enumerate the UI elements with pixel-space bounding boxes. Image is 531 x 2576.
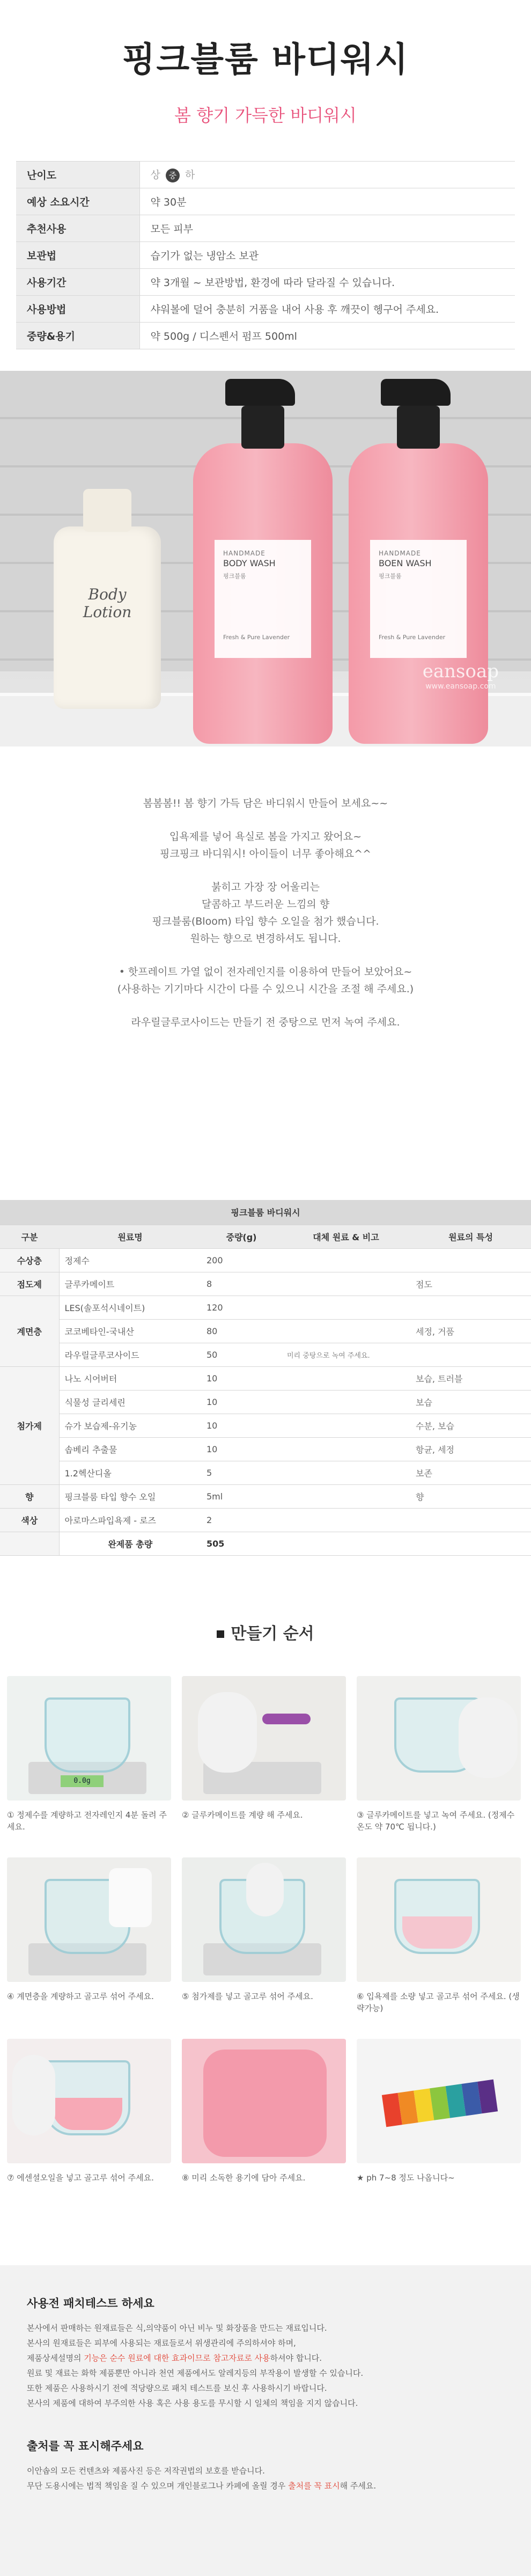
powder-bowl-icon [262,1714,311,1724]
table-row [0,1508,531,1532]
ingredient-amount: 8 [201,1272,282,1296]
bottle-label-line: Fresh & Pure Lavender [223,634,290,641]
spec-row-difficulty [16,162,515,188]
step-photo [7,2039,171,2163]
ingredient-name: 라우릴글루코사이드 [59,1343,201,1366]
bottle-label [215,540,311,658]
recipe-category [0,1532,59,1555]
ingredient-sub [282,1248,410,1272]
spec-row [16,323,515,349]
steps-title [0,1620,531,1644]
ingredient-sub [282,1390,410,1414]
difficulty-low: 하 [185,169,195,181]
recipe-category: 첨가제 [0,1366,59,1484]
ingredient-name: 코코베타인-국내산 [59,1319,201,1343]
ingredient-note [410,1343,531,1366]
step-caption: ① 정제수를 계량하고 전자레인지 4분 돌려 주세요. [7,1810,167,1832]
spec-value: 모든 피부 [139,215,515,242]
bottle-label-line: BODY WASH [223,558,276,568]
table-row [0,1414,531,1437]
recipe-title-row [0,1200,531,1225]
intro-paragraph [0,828,531,862]
spec-value: 약 3개월 ~ 보관방법, 환경에 따라 달라질 수 있습니다. [139,269,515,296]
recipe-category: 향 [0,1484,59,1508]
ingredient-name: 아로마스파입욕제 - 로즈 [59,1508,201,1532]
ingredient-note: 향 [410,1484,531,1508]
table-row [0,1461,531,1484]
table-row [0,1343,531,1366]
ingredient-amount: 2 [201,1508,282,1532]
spec-row [16,269,515,296]
intro-text [0,747,531,1200]
spec-row [16,188,515,215]
intro-paragraph [0,795,531,812]
table-row [0,1319,531,1343]
step-card [182,2039,346,2206]
notice-section [0,2265,531,2576]
col-header: 원료명 [59,1225,201,1248]
square-bullet-icon [217,1630,224,1638]
product-photo [0,371,531,747]
notice-line: 해 주세요. [340,2480,377,2491]
ingredient-name: 글루카메이트 [59,1272,201,1296]
step-caption: ⑧ 미리 소독한 용기에 담아 주세요. [182,2172,306,2183]
notice-line: 원료 및 재료는 화학 제품뿐만 아니라 천연 제품에서도 알레지등의 부작용이 발생할 수 있습니다. [27,2368,364,2378]
bottle-label [370,540,467,658]
step-caption: ⑤ 첨가제를 넣고 골고루 섞어 주세요. [182,1991,313,2001]
step-caption: ④ 계면층을 계량하고 골고루 섞어 주세요. [7,1991,154,2001]
bottle-label-line: 핑크블룸 [379,573,402,580]
spec-key: 난이도 [16,162,139,188]
table-row [0,1248,531,1272]
recipe-total-row [0,1532,531,1555]
ingredient-sub [282,1296,410,1319]
spec-key: 보관법 [16,242,139,269]
spec-key: 사용방법 [16,296,139,323]
ingredient-amount: 10 [201,1414,282,1437]
intro-line: 붉히고 가장 장 어울리는 [211,881,320,893]
col-header: 구분 [0,1225,59,1248]
spec-row [16,296,515,323]
intro-line: 라우릴글루코사이드는 만들기 전 중탕으로 먼저 녹여 주세요. [131,1016,400,1028]
recipe-header-row [0,1225,531,1248]
spec-value: 약 500g / 디스펜서 펌프 500ml [139,323,515,349]
table-row [0,1484,531,1508]
ingredient-name: 나노 시어버터 [59,1366,201,1390]
steps-title-text: 만들기 순서 [231,1624,314,1643]
pink-liquid-bottle [203,2050,327,2157]
ph-test-photo [357,2039,521,2163]
notice-line: 본사의 제품에 대하여 부주의한 사용 혹은 사용 용도를 무시할 시 일체의 책임을 지지 않습니다. [27,2398,358,2408]
col-header: 대체 원료 & 비고 [282,1225,410,1248]
difficulty-rating [139,162,515,188]
spec-value: 약 30분 [139,188,515,215]
ingredient-note: 항균, 세정 [410,1437,531,1461]
ingredient-sub [282,1414,410,1437]
step-card [357,1857,521,2025]
notice-body [27,2463,504,2493]
ingredient-note [410,1248,531,1272]
step-caption: ⑥ 입욕제를 소량 넣고 골고루 섞어 주세요. (생략가능) [357,1991,520,2013]
notice-line: 하셔야 합니다. [270,2353,322,2363]
spec-value: 샤워볼에 덜어 충분히 거품을 내어 사용 후 깨끗이 헹구어 주세요. [139,296,515,323]
recipe-title: 핑크블룸 바디워시 [0,1200,531,1225]
notice-line: 본사의 원재료들은 피부에 사용되는 재료들로서 위생관리에 주의하셔야 하며, [27,2338,296,2348]
bottle-neck [397,406,440,449]
watermark [423,661,499,691]
bottle-label-line: BOEN WASH [379,558,432,568]
ingredient-name: 슈가 보습제-유기농 [59,1414,201,1437]
spec-key: 사용기간 [16,269,139,296]
bottle-label-line: Fresh & Pure Lavender [379,634,446,641]
pink-mixture [402,1916,472,1949]
spec-value: 습기가 없는 냉암소 보관 [139,242,515,269]
ingredient-sub [282,1366,410,1390]
glove-hand-icon [12,2055,55,2135]
ingredient-name: 정제수 [59,1248,201,1272]
difficulty-selected: 중 [166,169,180,182]
glove-hand-icon [109,1868,152,1927]
total-amount: 505 [201,1532,282,1555]
total-label: 완제품 총량 [59,1532,201,1555]
ingredient-amount: 10 [201,1437,282,1461]
bottle-neck [241,406,284,449]
bottle-label-line: HANDMADE [379,550,421,557]
step-photo [7,1857,171,1982]
ingredient-name: LES(솔포석시네이트) [59,1296,201,1319]
ingredient-amount: 120 [201,1296,282,1319]
ingredient-sub [282,1272,410,1296]
ingredient-sub [282,1461,410,1484]
ingredient-sub [282,1508,410,1532]
recipe-category: 색상 [0,1508,59,1532]
step-caption: ★ ph 7~8 정도 나옵니다~ [357,2172,455,2183]
ingredient-note: 보습 [410,1390,531,1414]
ingredient-sub [282,1484,410,1508]
intro-line: (사용하는 기기마다 시간이 다를 수 있으니 시간을 조절 해 주세요.) [117,983,414,995]
ingredient-note: 점도 [410,1272,531,1296]
notice-title: 사용전 패치테스트 하세요 [27,2296,154,2310]
pump-icon [225,379,295,406]
table-row [0,1437,531,1461]
ingredient-note: 수분, 보습 [410,1414,531,1437]
page-title: 핑크블룸 바디워시 [122,40,409,80]
intro-line: 원하는 향으로 변경하셔도 됩니다. [190,933,341,945]
watermark-url: www.eansoap.com [425,682,496,691]
table-row [0,1390,531,1414]
intro-line: • 핫프레이트 가열 없이 전자레인지를 이용하여 만들어 보았어요~ [119,966,412,978]
notice-highlight: 기능은 순수 원료에 대한 효과이므로 참고자료로 사용 [84,2353,270,2363]
spec-table [16,161,515,349]
ingredient-amount: 10 [201,1390,282,1414]
watermark-logo: eansoap [422,661,499,682]
notice-line: 이안솝의 모든 컨텐츠와 제품사진 등은 저작권법의 보호를 받습니다. [27,2465,265,2476]
page-subtitle: 봄 향기 가득한 바디워시 [174,105,357,126]
body-lotion-bottle [54,526,161,709]
step-photo [182,1676,346,1801]
ingredient-name: 식물성 글리세린 [59,1390,201,1414]
step-card [357,2039,521,2206]
spec-key: 중량&용기 [16,323,139,349]
spec-row [16,242,515,269]
step-photo [182,1857,346,1982]
notice-highlight: 출처를 꼭 표시 [288,2480,340,2491]
ingredient-amount: 5ml [201,1484,282,1508]
step-card [7,2039,171,2206]
ingredient-name: 솝베리 추출물 [59,1437,201,1461]
step-caption: ③ 글루카메이트를 넣고 녹여 주세요. (정제수 온도 약 70℃ 됩니다.) [357,1810,515,1832]
recipe-category: 수상층 [0,1248,59,1272]
notice-body [27,2321,504,2411]
intro-line: 입욕제를 넣어 욕실로 봄을 가지고 왔어요~ [169,831,362,843]
ingredient-amount: 10 [201,1366,282,1390]
step-photo [357,1857,521,1982]
bottle-label-line: 핑크블룸 [223,573,246,580]
lotion-label: Body Lotion [83,586,132,621]
recipe-category: 점도제 [0,1272,59,1296]
ingredient-sub [282,1437,410,1461]
intro-line: 핑크블룸(Bloom) 타입 향수 오일을 첨가 했습니다. [152,916,379,927]
intro-paragraph [0,879,531,947]
intro-line: 달콤하고 부드러운 느낌의 향 [201,898,330,910]
table-row [0,1366,531,1390]
ingredient-amount: 5 [201,1461,282,1484]
dropper-hand-icon [246,1863,284,1916]
step-card [182,1676,346,1843]
ingredient-amount: 200 [201,1248,282,1272]
ingredient-sub [282,1319,410,1343]
bodywash-bottle [193,443,333,744]
step-caption: ② 글루카메이트를 계량 해 주세요. [182,1810,303,1820]
intro-paragraph [0,1014,531,1031]
spec-row [16,215,515,242]
difficulty-high: 상 [150,169,160,181]
ingredient-note [410,1296,531,1319]
hero-header [0,0,531,161]
spec-key: 예상 소요시간 [16,188,139,215]
step-card [357,1676,521,1843]
ingredient-amount: 50 [201,1343,282,1366]
intro-paragraph [0,963,531,998]
ingredient-sub: 미리 중탕으로 녹여 주세요. [282,1343,410,1366]
ph-strip-icon [382,2079,498,2127]
ingredient-note [410,1508,531,1532]
col-header: 원료의 특성 [410,1225,531,1248]
table-row [0,1296,531,1319]
step-caption: ⑦ 에센셜오일을 넣고 골고루 섞어 주세요. [7,2172,154,2183]
ingredient-note: 세정, 거품 [410,1319,531,1343]
step-photo [182,2039,346,2163]
col-header: 중량(g) [201,1225,282,1248]
ingredient-sub [282,1532,410,1555]
ingredient-name: 핑크블룸 타입 향수 오일 [59,1484,201,1508]
lotion-cap [83,489,131,532]
bottle-label-line: HANDMADE [223,550,266,557]
glove-hand-icon [198,1692,257,1773]
ingredient-note [410,1532,531,1555]
step-card [7,1857,171,2025]
spec-key: 추천사용 [16,215,139,242]
pink-mixture [53,2098,122,2130]
notice-title: 출처를 꼭 표시해주세요 [27,2439,144,2453]
recipe-table [0,1200,531,1556]
intro-line: 봄봄봄!! 봄 향기 가득 담은 바디워시 만들어 보세요~~ [143,797,388,809]
notice-line: 제품상세설명의 [27,2353,84,2363]
glove-hand-icon [459,1697,518,1778]
notice-block [27,2438,504,2493]
table-row [0,1272,531,1296]
notice-line: 무단 도용시에는 법적 책임을 질 수 있으며 개인블로그나 카페에 올릴 경우 [27,2480,289,2491]
notice-line: 또한 제품은 사용하시기 전에 적당량으로 패치 테스트를 보신 후 사용하시기 바랍니다. [27,2383,327,2393]
ingredient-note: 보습, 트러블 [410,1366,531,1390]
notice-line: 본사에서 판매하는 원재료들은 식,의약품이 아닌 비누 및 화장품을 만드는 재료입니다. [27,2323,327,2333]
bodywash-bottle [349,443,488,744]
recipe-category: 계면층 [0,1296,59,1366]
step-photo [7,1676,171,1801]
steps-grid [7,1676,524,2206]
glass-beaker-icon [45,1697,130,1773]
ingredient-name: 1.2헥산디올 [59,1461,201,1484]
ingredient-amount: 80 [201,1319,282,1343]
ingredient-note: 보존 [410,1461,531,1484]
intro-line: 핑크핑크 바디워시! 아이들이 너무 좋아해요^^ [160,848,371,860]
scale-display: 0.0g [61,1775,104,1787]
step-photo [357,1676,521,1801]
step-card [182,1857,346,2025]
step-card [7,1676,171,1843]
pump-icon [381,379,451,406]
